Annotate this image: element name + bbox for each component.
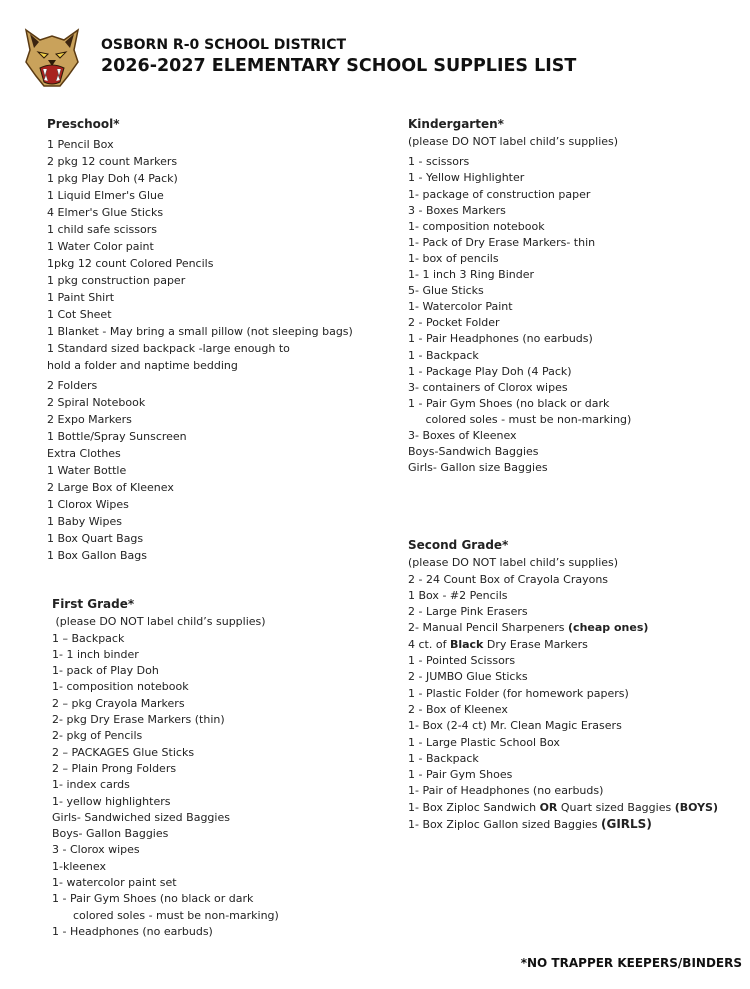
wildcat-logo-icon <box>22 26 82 88</box>
list-item: 1 Baby Wipes <box>47 515 122 529</box>
list-item: 2 - Pocket Folder <box>408 316 500 330</box>
list-item: 1 - scissors <box>408 155 470 169</box>
section-title: First Grade* <box>52 597 135 611</box>
list-item: 2 Spiral Notebook <box>47 396 146 410</box>
list-item: 1- Pack of Dry Erase Markers- thin <box>408 235 596 249</box>
list-item: 1- 1 inch binder <box>52 647 139 661</box>
district-name: OSBORN R-0 SCHOOL DISTRICT <box>101 37 347 53</box>
list-item: 3- Boxes of Kleenex <box>408 428 517 442</box>
list-item: 1- pack of Play Doh <box>52 664 159 678</box>
item-emphasis: (BOYS) <box>674 800 718 814</box>
list-item: Boys- Gallon Baggies <box>52 827 169 841</box>
first-grade-section <box>52 596 352 940</box>
list-item: 1- watercolor paint set <box>52 876 177 890</box>
list-item: 1 – Backpack <box>52 631 125 645</box>
list-item: 1 Standard sized backpack -large enough to hold a folder and naptime bedding <box>47 342 290 373</box>
list-item: 1 - Yellow Highlighter <box>408 171 525 185</box>
list-item: 3 - Boxes Markers <box>408 203 506 217</box>
list-item: Girls- Gallon size Baggies <box>408 461 548 475</box>
list-item: 4 Elmer's Glue Sticks <box>47 206 164 220</box>
list-item: 1 - Pair Headphones (no earbuds) <box>408 332 593 346</box>
list-item: 2 Expo Markers <box>47 413 132 427</box>
list-item: 1 - Backpack <box>408 751 479 765</box>
list-item: 1 - Pair Gym Shoes (no black or dark <box>408 396 610 410</box>
list-item <box>408 816 738 833</box>
list-item: 1 child safe scissors <box>47 223 157 237</box>
list-item: Girls- Sandwiched sized Baggies <box>52 810 230 824</box>
list-item: 2 Large Box of Kleenex <box>47 481 174 495</box>
list-item: 1-kleenex <box>52 859 106 873</box>
list-item: 2 - 24 Count Box of Crayola Crayons <box>408 572 609 586</box>
list-item: colored soles - must be non-marking) <box>408 412 632 426</box>
item-text: Quart sized Baggies <box>557 800 675 814</box>
list-item: 1 Water Color paint <box>47 240 154 254</box>
list-item: 1- composition notebook <box>52 680 189 694</box>
list-item: 1 - Large Plastic School Box <box>408 735 560 749</box>
list-item <box>408 620 738 636</box>
list-item: 1 - Backpack <box>408 348 479 362</box>
list-item: 1- composition notebook <box>408 219 545 233</box>
list-item: 2 – pkg Crayola Markers <box>52 696 185 710</box>
list-item: 1 Paint Shirt <box>47 291 115 305</box>
page-title: 2026-2027 ELEMENTARY SCHOOL SUPPLIES LIST <box>101 56 577 76</box>
item-text: Dry Erase Markers <box>483 637 588 651</box>
section-title: Preschool* <box>47 117 120 131</box>
item-text: 2- Manual Pencil Sharpeners <box>408 621 569 635</box>
list-item <box>408 800 738 816</box>
section-title: Kindergarten* <box>408 117 504 131</box>
kindergarten-section <box>408 116 738 476</box>
list-item: 1 Water Bottle <box>47 464 127 478</box>
list-item: 1 Pencil Box <box>47 138 114 152</box>
item-emphasis: Black <box>449 637 484 651</box>
list-item: 2 - Box of Kleenex <box>408 702 508 716</box>
list-item: colored soles - must be non-marking) <box>52 908 279 922</box>
list-item: 1 Clorox Wipes <box>47 498 129 512</box>
list-item: 1 Liquid Elmer's Glue <box>47 189 164 203</box>
item-emphasis: (cheap ones) <box>568 621 649 635</box>
second-grade-section <box>408 537 738 833</box>
list-item: 1- package of construction paper <box>408 187 591 201</box>
list-item: 1 - Plastic Folder (for homework papers) <box>408 686 629 700</box>
item-emphasis: OR <box>539 800 558 814</box>
list-item: 1 Blanket - May bring a small pillow (not sleeping bags) <box>47 325 353 339</box>
list-item: Boys-Sandwich Baggies <box>408 445 539 459</box>
list-item: 1- Watercolor Paint <box>408 300 513 314</box>
list-item: 1 - Pointed Scissors <box>408 654 516 668</box>
section-note: (please DO NOT label child’s supplies) <box>408 135 619 149</box>
list-item: 3 - Clorox wipes <box>52 843 140 857</box>
list-item: 1pkg 12 count Colored Pencils <box>47 257 214 271</box>
list-item: 1 Cot Sheet <box>47 308 112 322</box>
section-note: (please DO NOT label child’s supplies) <box>52 615 266 629</box>
list-item: 5- Glue Sticks <box>408 284 484 298</box>
list-item: 2- pkg of Pencils <box>52 729 143 743</box>
list-item: 1- Box (2-4 ct) Mr. Clean Magic Erasers <box>408 719 622 733</box>
list-item: 2 – PACKAGES Glue Sticks <box>52 745 195 759</box>
list-item: 1- box of pencils <box>408 251 499 265</box>
list-item: 1- 1 inch 3 Ring Binder <box>408 268 534 282</box>
list-item: 1 - Headphones (no earbuds) <box>52 924 213 938</box>
section-note: (please DO NOT label child’s supplies) <box>408 556 619 570</box>
list-item: 1 Box Gallon Bags <box>47 549 148 563</box>
list-item: 1 Box - #2 Pencils <box>408 588 508 602</box>
list-item: 1- Pair of Headphones (no earbuds) <box>408 784 604 798</box>
list-item: 2 Folders <box>47 379 98 393</box>
list-item: 1 pkg construction paper <box>47 274 186 288</box>
list-item: 1 - Pair Gym Shoes <box>408 768 513 782</box>
list-item: 3- containers of Clorox wipes <box>408 380 568 394</box>
footer-note: *NO TRAPPER KEEPERS/BINDERS <box>520 956 742 970</box>
list-item: 2- pkg Dry Erase Markers (thin) <box>52 713 225 727</box>
list-item: Extra Clothes <box>47 447 121 461</box>
list-item: 2 - JUMBO Glue Sticks <box>408 670 528 684</box>
list-item: 1 Bottle/Spray Sunscreen <box>47 430 187 444</box>
list-item: 1 Box Quart Bags <box>47 532 144 546</box>
list-item: 2 – Plain Prong Folders <box>52 761 177 775</box>
list-item: 1- yellow highlighters <box>52 794 171 808</box>
list-item: 1 - Package Play Doh (4 Pack) <box>408 364 572 378</box>
list-item: 1- index cards <box>52 778 130 792</box>
section-title: Second Grade* <box>408 538 509 552</box>
item-text: 1- Box Ziploc Sandwich <box>408 800 540 814</box>
item-emphasis: (GIRLS) <box>601 817 652 832</box>
list-item: 2 pkg 12 count Markers <box>47 155 178 169</box>
list-item: 1 pkg Play Doh (4 Pack) <box>47 172 178 186</box>
list-item: 1 - Pair Gym Shoes (no black or dark <box>52 892 254 906</box>
item-text: 4 ct. of <box>408 637 450 651</box>
item-text: 1- Box Ziploc Gallon sized Baggies <box>408 818 601 832</box>
list-item <box>408 637 738 653</box>
list-item: 2 - Large Pink Erasers <box>408 605 528 619</box>
preschool-section <box>47 116 353 564</box>
